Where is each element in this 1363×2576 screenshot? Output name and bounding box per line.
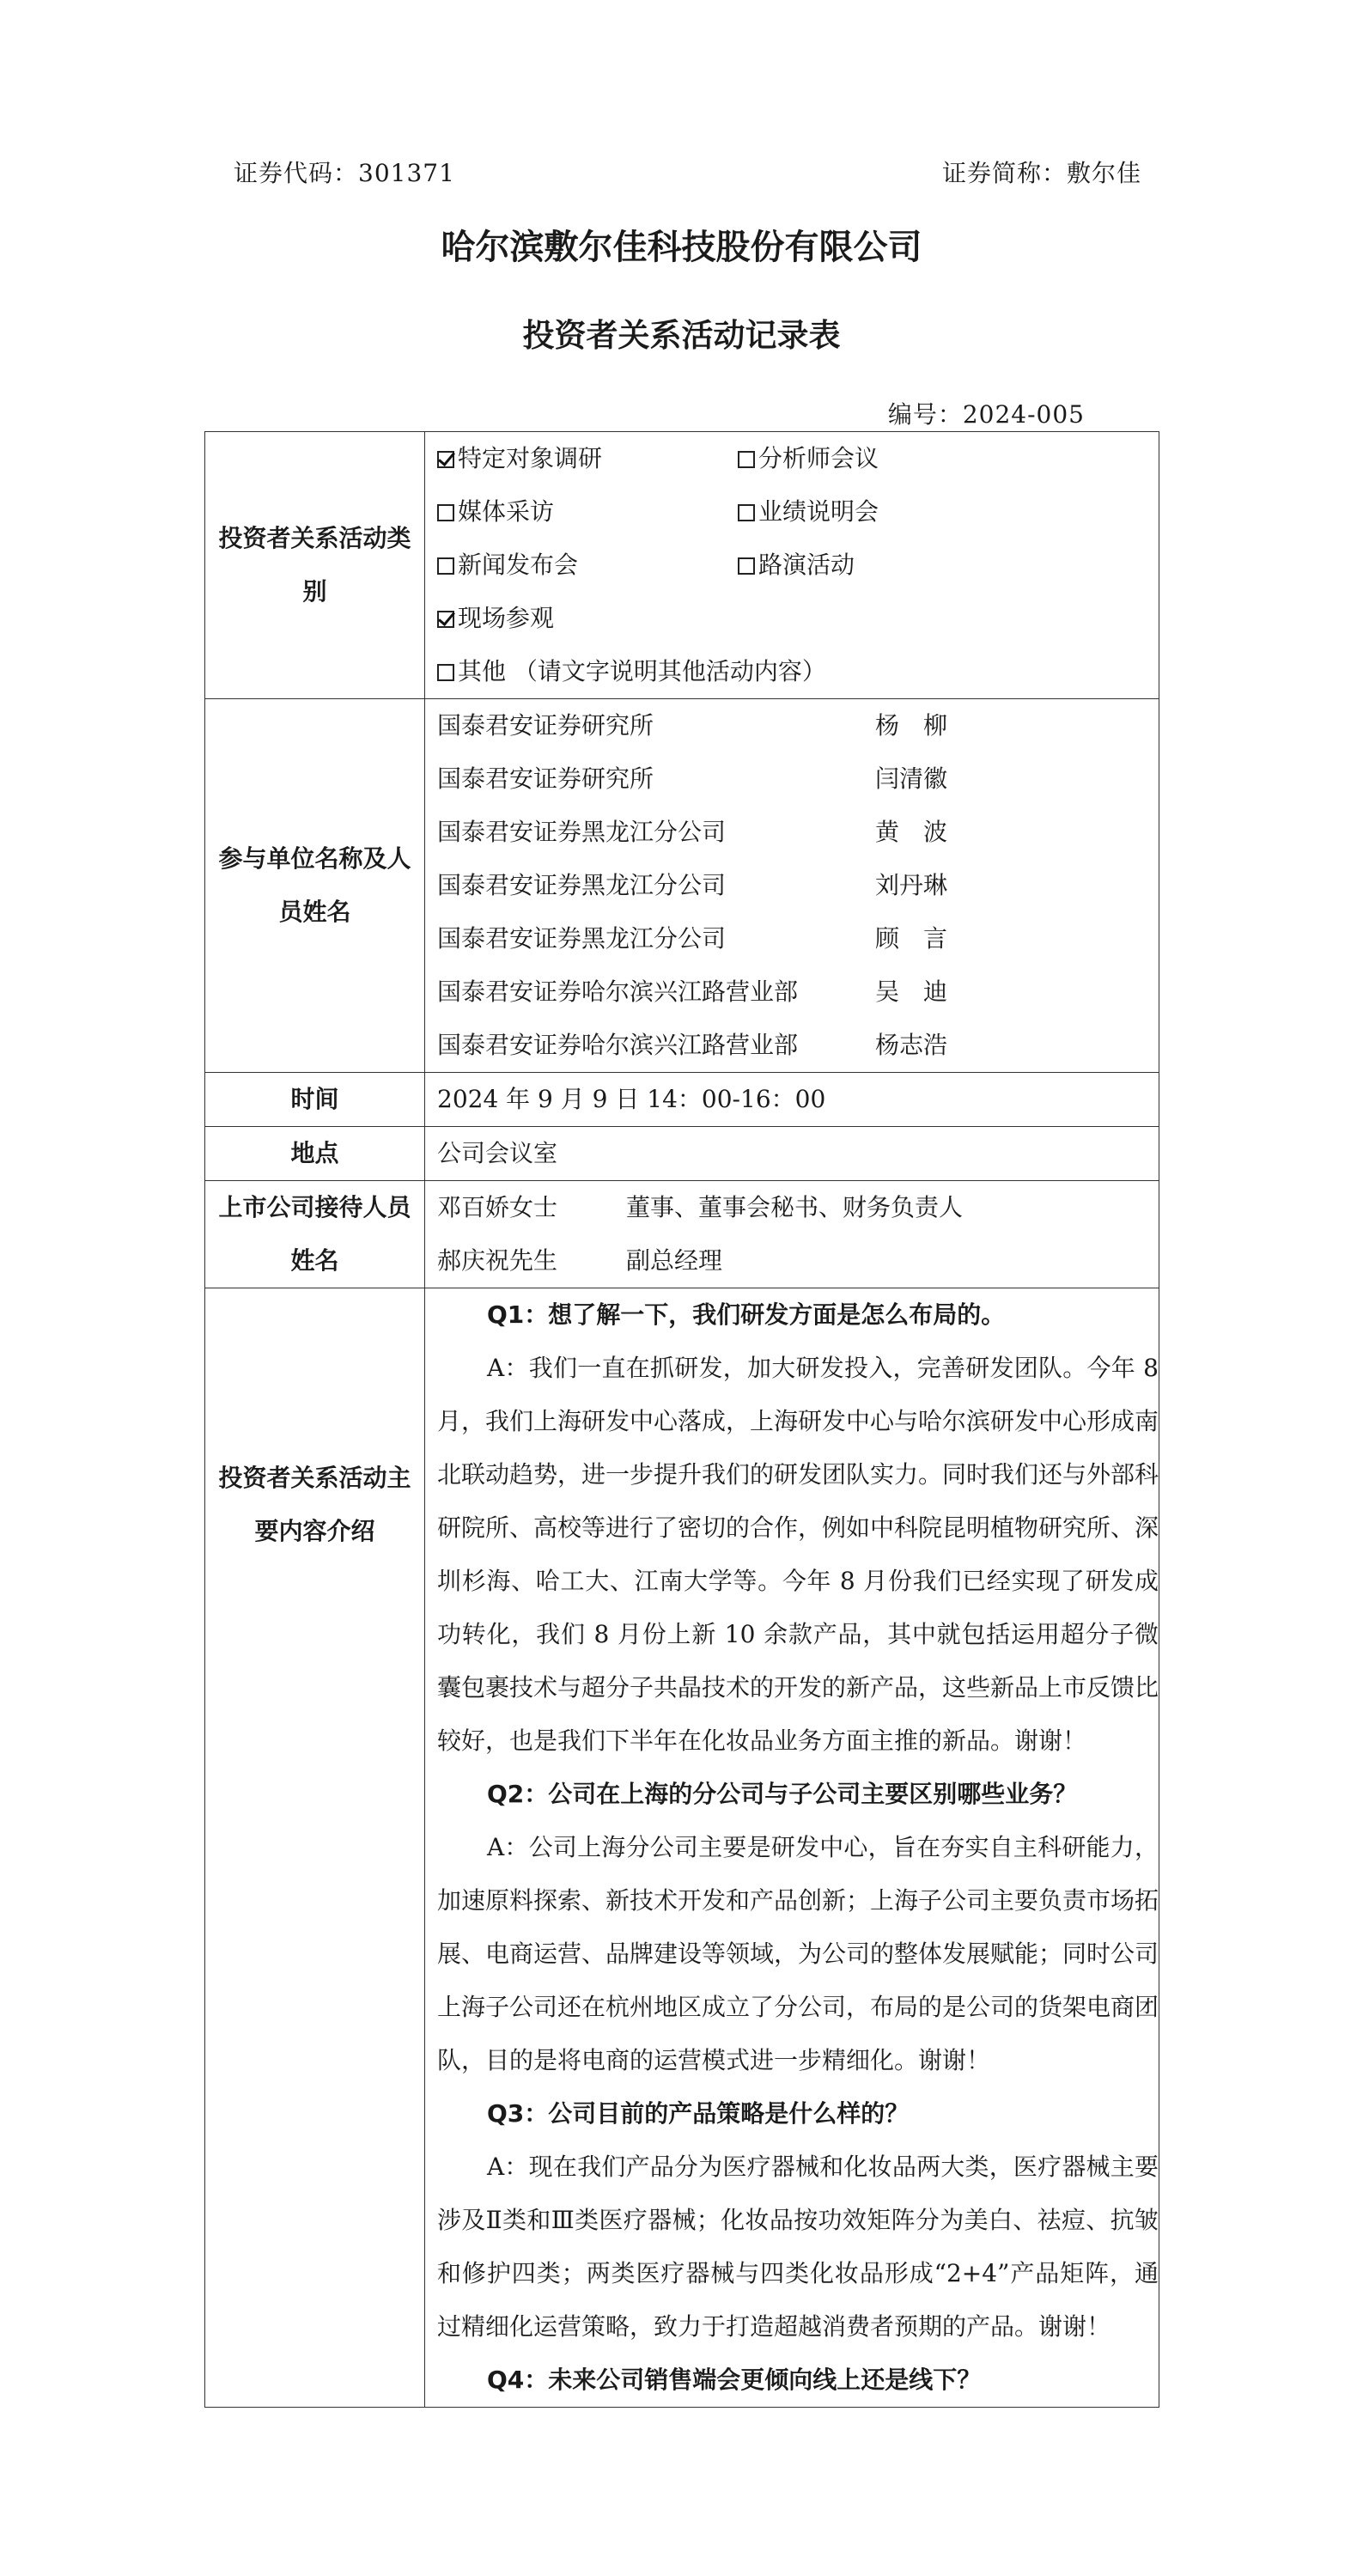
- question: Q2：公司在上海的分公司与子公司主要区别哪些业务？: [487, 1780, 1078, 1808]
- option-item[interactable]: 分析师会议: [738, 432, 1159, 485]
- question: Q3：公司目前的产品策略是什么样的？: [487, 2099, 910, 2128]
- serial-number: 编号：2024-005: [887, 400, 1085, 429]
- checkbox-icon[interactable]: [738, 557, 755, 575]
- answer: A：我们一直在抓研发，加大研发投入，完善研发团队。今年 8 月，我们上海研发中心落成，上海研发中心与哈尔滨研发中心形成南北联动趋势，进一步提升我们的研发团队实力。同时我们还与外部科研院所、高校等进行了密切的合作，例如中科院昆明植物研究所、深圳杉海、哈工大、江南大学等。今年 8 月份我们已经实现了研发成功转化，我们 8 月份上新 10 余款产品，其中就包括运用超分子微囊包裹技术与超分子共晶技术的开发的新产品，这些新品上市反馈比较好，也是我们下半年在化妆品业务方面主推的新品。谢谢！: [437, 1354, 1159, 1755]
- option-item[interactable]: 路演活动: [738, 539, 1159, 592]
- participant-row: 国泰君安证券黑龙江分公司 刘丹琳: [437, 871, 948, 899]
- reception-person: 邓百娇女士 董事、董事会秘书、财务负责人: [437, 1193, 964, 1221]
- document-title: 投资者关系活动记录表: [522, 317, 841, 354]
- participant-row: 国泰君安证券哈尔滨兴江路营业部 杨志浩: [437, 1031, 948, 1059]
- question: Q1：想了解一下，我们研发方面是怎么布局的。: [487, 1300, 1006, 1329]
- participant-row: 国泰君安证券黑龙江分公司 顾 言: [437, 924, 948, 953]
- checkbox-checked-icon[interactable]: [437, 451, 454, 468]
- option-item[interactable]: 业绩说明会: [738, 485, 1159, 539]
- time-row: [205, 1073, 1159, 1127]
- participants-row: [205, 699, 1159, 1073]
- stock-abbr: 证券简称：敷尔佳: [941, 159, 1141, 187]
- activity-type-options: [425, 432, 1159, 699]
- activity-type-label: 投资者关系活动类别: [205, 432, 425, 699]
- reception-list: [425, 1181, 1159, 1288]
- content-label: 投资者关系活动主要内容介绍: [205, 1288, 425, 2408]
- question: Q4：未来公司销售端会更倾向线上还是线下？: [487, 2366, 982, 2394]
- time-label: 时间: [205, 1073, 425, 1127]
- content-body: [425, 1288, 1159, 2408]
- option-item[interactable]: 其他 （请文字说明其他活动内容）: [437, 645, 1159, 698]
- stock-code: 证券代码：301371: [234, 159, 455, 187]
- answer: A：现在我们产品分为医疗器械和化妆品两大类，医疗器械主要涉及Ⅱ类和Ⅲ类医疗器械；化妆品按功效矩阵分为美白、祛痘、抗皱和修护四类；两类医疗器械与四类化妆品形成“2+4”产品矩阵，通过精细化运营策略，致力于打造超越消费者预期的产品。谢谢！: [437, 2153, 1159, 2341]
- time-value: 2024 年 9 月 9 日 14：00-16：00: [425, 1073, 1159, 1127]
- reception-row: [205, 1181, 1159, 1288]
- participant-row: 国泰君安证券研究所 杨 柳: [437, 711, 948, 740]
- reception-person: 郝庆祝先生 副总经理: [437, 1246, 723, 1275]
- record-table: [204, 431, 1159, 2408]
- checkbox-icon[interactable]: [437, 504, 454, 521]
- activity-type-row: [205, 432, 1159, 699]
- company-title: 哈尔滨敷尔佳科技股份有限公司: [441, 228, 922, 267]
- content-row: [205, 1288, 1159, 2408]
- checkbox-icon[interactable]: [437, 664, 454, 681]
- checkbox-icon[interactable]: [738, 504, 755, 521]
- option-item[interactable]: 特定对象调研: [437, 432, 738, 485]
- answer: A：公司上海分公司主要是研发中心，旨在夯实自主科研能力，加速原料探索、新技术开发和产品创新；上海子公司主要负责市场拓展、电商运营、品牌建设等领域，为公司的整体发展赋能；同时公司上海子公司还在杭州地区成立了分公司，布局的是公司的货架电商团队，目的是将电商的运营模式进一步精细化。谢谢！: [437, 1833, 1159, 2074]
- participant-row: 国泰君安证券研究所 闫清徽: [437, 764, 948, 793]
- location-row: [205, 1127, 1159, 1181]
- location-label: 地点: [205, 1127, 425, 1181]
- reception-label: 上市公司接待人员姓名: [205, 1181, 425, 1288]
- option-item[interactable]: 新闻发布会: [437, 539, 738, 592]
- location-value: 公司会议室: [425, 1127, 1159, 1181]
- participant-row: 国泰君安证券黑龙江分公司 黄 波: [437, 818, 948, 846]
- participants-label: 参与单位名称及人员姓名: [205, 699, 425, 1073]
- participant-row: 国泰君安证券哈尔滨兴江路营业部 吴 迪: [437, 977, 948, 1006]
- checkbox-checked-icon[interactable]: [437, 611, 454, 628]
- option-item[interactable]: 现场参观: [437, 592, 1159, 645]
- checkbox-icon[interactable]: [738, 451, 755, 468]
- option-item[interactable]: 媒体采访: [437, 485, 738, 539]
- participants-list: [425, 699, 1159, 1073]
- checkbox-icon[interactable]: [437, 557, 454, 575]
